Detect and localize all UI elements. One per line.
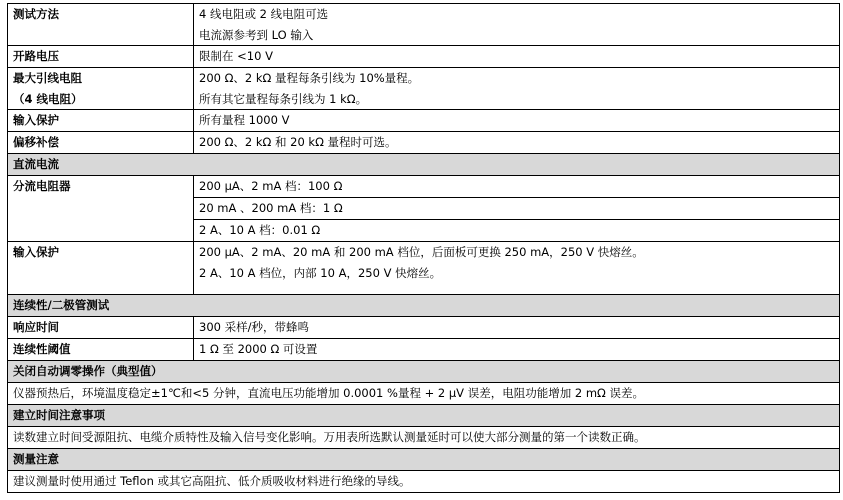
spec-row — [8, 176, 840, 198]
spec-value-line: 200 µA、2 mA、20 mA 和 200 mA 档位，后面板可更换 250 mA，250 V 快熔丝。 — [199, 245, 644, 259]
spec-value-line: 2 A、10 A 档位，内部 10 A，250 V 快熔丝。 — [199, 265, 442, 280]
spec-value-line: 200 Ω、2 kΩ 和 20 kΩ 量程时可选。 — [199, 135, 397, 149]
spec-row — [8, 242, 840, 295]
spec-row — [8, 339, 840, 361]
spec-label — [8, 339, 194, 361]
spec-row — [8, 46, 840, 68]
spec-label — [8, 317, 194, 339]
spec-value — [194, 242, 840, 295]
spec-value: 20 mA 、200 mA 档：1 Ω — [194, 198, 840, 220]
note-text: 读数建立时间受源阻抗、电缆介质特性及输入信号变化影响。万用表所选默认测量延时可以使大部分测量的第一个读数正确。 — [8, 427, 840, 449]
spec-value-line: 300 采样/秒，带蜂鸣 — [199, 320, 309, 334]
spec-label — [8, 110, 194, 132]
spec-value: 2 A、10 A 档：0.01 Ω — [194, 220, 840, 242]
section-header-row — [8, 405, 840, 427]
spec-label — [8, 132, 194, 154]
note-text: 建议测量时使用通过 Teflon 或其它高阻抗、低介质吸收材料进行绝缘的导线。 — [8, 471, 840, 493]
spec-value-line: 200 Ω、2 kΩ 量程每条引线为 10%量程。 — [199, 71, 420, 85]
spec-value — [194, 317, 840, 339]
spec-value-line: 所有量程 1000 V — [199, 113, 290, 127]
spec-row — [8, 68, 840, 110]
note-row — [8, 471, 840, 493]
spec-value-line: 电流源参考到 LO 输入 — [199, 27, 314, 42]
spec-row — [8, 4, 840, 46]
spec-label — [8, 46, 194, 68]
spec-label: 分流电阻器 — [8, 176, 194, 242]
spec-value — [194, 68, 840, 110]
spec-table-body — [8, 4, 840, 493]
spec-label-line: 输入保护 — [13, 245, 59, 259]
spec-value — [194, 132, 840, 154]
note-row — [8, 383, 840, 405]
spec-value — [194, 339, 840, 361]
section-header-row — [8, 295, 840, 317]
spec-value-line: 1 Ω 至 2000 Ω 可设置 — [199, 342, 318, 356]
spec-label-line: 最大引线电阻 — [13, 71, 82, 85]
spec-label — [8, 68, 194, 110]
spec-label-line: 测试方法 — [13, 7, 59, 21]
spec-label-line: 偏移补偿 — [13, 135, 59, 149]
spec-label — [8, 242, 194, 295]
section-title: 连续性/二极管测试 — [8, 295, 840, 317]
section-header-row — [8, 361, 840, 383]
spec-value-line: 限制在 <10 V — [199, 49, 273, 63]
note-row — [8, 427, 840, 449]
spec-row — [8, 317, 840, 339]
spec-value-line: 4 线电阻或 2 线电阻可选 — [199, 7, 329, 21]
section-header-row — [8, 449, 840, 471]
section-title: 测量注意 — [8, 449, 840, 471]
spec-value — [194, 4, 840, 46]
spec-table — [7, 3, 840, 493]
spec-label-line: 开路电压 — [13, 49, 59, 63]
spec-value: 200 µA、2 mA 档：100 Ω — [194, 176, 840, 198]
spec-value — [194, 46, 840, 68]
spec-label-line: 连续性阈值 — [13, 342, 71, 356]
spec-value-line: 所有其它量程每条引线为 1 kΩ。 — [199, 91, 368, 106]
spec-label-line: 响应时间 — [13, 320, 59, 334]
spec-row — [8, 132, 840, 154]
spec-label-line: 输入保护 — [13, 113, 59, 127]
note-text: 仪器预热后，环境温度稳定±1℃和<5 分钟，直流电压功能增加 0.0001 %量程 + 2 µV 误差，电阻功能增加 2 mΩ 误差。 — [8, 383, 840, 405]
section-header-row — [8, 154, 840, 176]
spec-label — [8, 4, 194, 46]
spec-label-line: （4 线电阻） — [13, 91, 83, 106]
spec-value — [194, 110, 840, 132]
section-title: 直流电流 — [8, 154, 840, 176]
section-title: 建立时间注意事项 — [8, 405, 840, 427]
section-title: 关闭自动调零操作（典型值） — [8, 361, 840, 383]
spec-row — [8, 110, 840, 132]
